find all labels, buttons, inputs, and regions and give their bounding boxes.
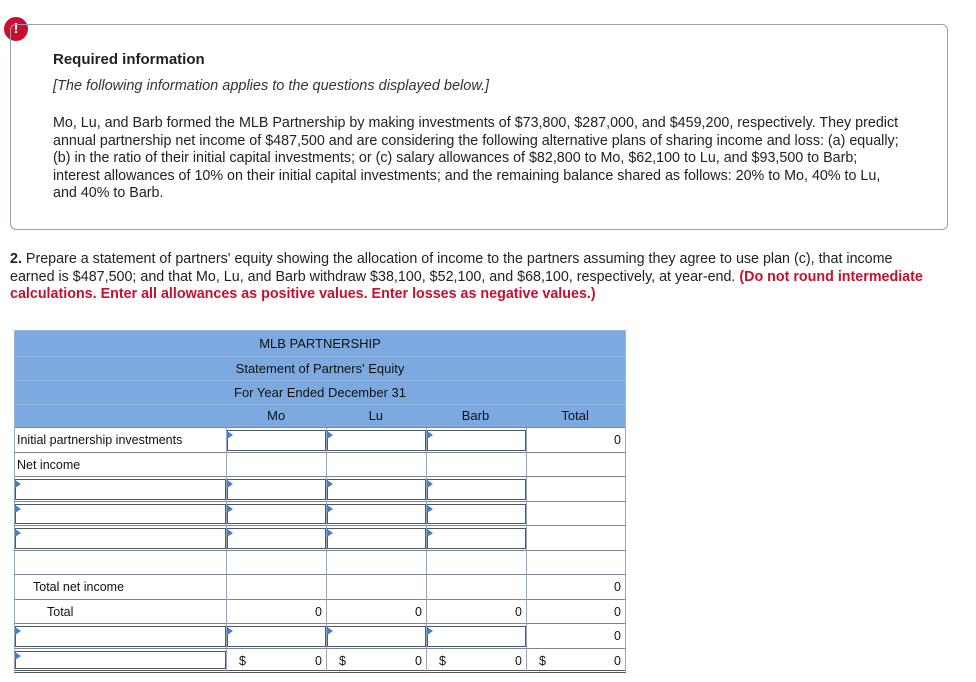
table-row-allocation-1 (14, 477, 626, 502)
total-barb-value: 0 (515, 604, 522, 619)
ending-barb-value: 0 (515, 653, 522, 668)
allocation-1-mo-input[interactable] (227, 479, 326, 500)
total-lu-value: 0 (415, 604, 422, 619)
allocation-3-lu-input[interactable] (327, 528, 426, 549)
question-number: 2. (10, 251, 22, 267)
ending-lu-currency: $ (339, 653, 346, 668)
allocation-2-label-input[interactable] (15, 504, 226, 525)
ending-label-input[interactable] (15, 651, 226, 670)
column-header-blank (15, 405, 226, 427)
total-total-value: 0 (614, 604, 621, 619)
allocation-2-mo-input[interactable] (227, 504, 326, 525)
table-row-net-income (14, 453, 626, 478)
column-header-lu: Lu (368, 408, 384, 423)
initial-total-value: 0 (614, 433, 621, 447)
question-body: Prepare a statement of partners' equity showing the allocation of income to the partners assuming they agree to use plan (c), that income earned is $487,500; and that Mo, Lu, and Barb withdraw $38,100, $52,100, and $68,100, respectively, at year-end. (10, 251, 893, 285)
withdrawals-mo-input[interactable] (227, 626, 326, 647)
column-header-barb: Barb (461, 408, 490, 423)
initial-mo-input[interactable] (227, 430, 326, 451)
statement-title: Statement of Partners' Equity (14, 356, 626, 380)
withdrawals-lu-input[interactable] (327, 626, 426, 647)
allocation-3-barb-input[interactable] (427, 528, 526, 549)
ending-barb-currency: $ (439, 653, 446, 668)
ending-lu-value: 0 (415, 653, 422, 668)
withdrawals-label-input[interactable] (15, 626, 226, 647)
table-row-total (14, 600, 626, 625)
info-body: Mo, Lu, and Barb formed the MLB Partnership by making investments of $73,800, $287,000, and $459,200, respectively. They predict annual partnership net income of $487,500 and are considering the following alternative plans of sharing income and loss: (a) equally; (b) in the ratio of their initial capital investments; or (c) salary allowances of $82,800 to Mo, $62,100 to Lu, and $93,500 to Barb; interest allowances of 10% on their initial capital investments; and the remaining balance shared as follows: 20% to Mo, 40% to Lu, and 40% to Barb. (53, 115, 899, 202)
initial-barb-input[interactable] (427, 430, 526, 451)
column-header-mo: Mo (267, 408, 286, 423)
column-headers (14, 404, 626, 428)
ending-total-currency: $ (539, 653, 546, 668)
ending-mo-value: 0 (315, 653, 322, 668)
statement-company: MLB PARTNERSHIP (14, 330, 626, 356)
total-net-income-value: 0 (614, 580, 621, 594)
statement-period: For Year Ended December 31 (14, 380, 626, 404)
initial-lu-input[interactable] (327, 430, 426, 451)
table-row-total-net-income (14, 575, 626, 600)
withdrawals-total-value: 0 (614, 629, 621, 643)
partners-equity-statement (14, 330, 626, 673)
table-row-blank (14, 551, 626, 576)
row-label-total: Total (47, 604, 74, 619)
allocation-2-lu-input[interactable] (327, 504, 426, 525)
table-row-initial-investments (14, 428, 626, 453)
total-mo-value: 0 (315, 604, 322, 619)
ending-mo-currency: $ (239, 653, 246, 668)
row-label-net-income: Net income (17, 457, 81, 472)
allocation-3-mo-input[interactable] (227, 528, 326, 549)
ending-total-value: 0 (614, 653, 621, 668)
question-instruction: (Do not round intermediate calculations. Enter all allowances as positive values. Enter losses as negative values.) (10, 268, 923, 303)
allocation-1-label-input[interactable] (15, 479, 226, 500)
table-row-ending-balance (14, 649, 626, 674)
exclamation-icon: ! (4, 17, 28, 41)
table-row-withdrawals (14, 624, 626, 649)
info-title: Required information (53, 51, 205, 68)
column-header-total: Total (561, 408, 589, 423)
table-row-allocation-2 (14, 502, 626, 527)
allocation-1-barb-input[interactable] (427, 479, 526, 500)
question-text (10, 251, 940, 304)
row-label-total-net-income: Total net income (33, 580, 125, 594)
allocation-3-label-input[interactable] (15, 528, 226, 549)
allocation-1-lu-input[interactable] (327, 479, 426, 500)
allocation-2-barb-input[interactable] (427, 504, 526, 525)
table-row-allocation-3 (14, 526, 626, 551)
withdrawals-barb-input[interactable] (427, 626, 526, 647)
info-subtitle: [The following information applies to the questions displayed below.] (53, 78, 490, 94)
row-label-initial-investments: Initial partnership investments (17, 433, 183, 447)
required-information-box (10, 24, 948, 230)
